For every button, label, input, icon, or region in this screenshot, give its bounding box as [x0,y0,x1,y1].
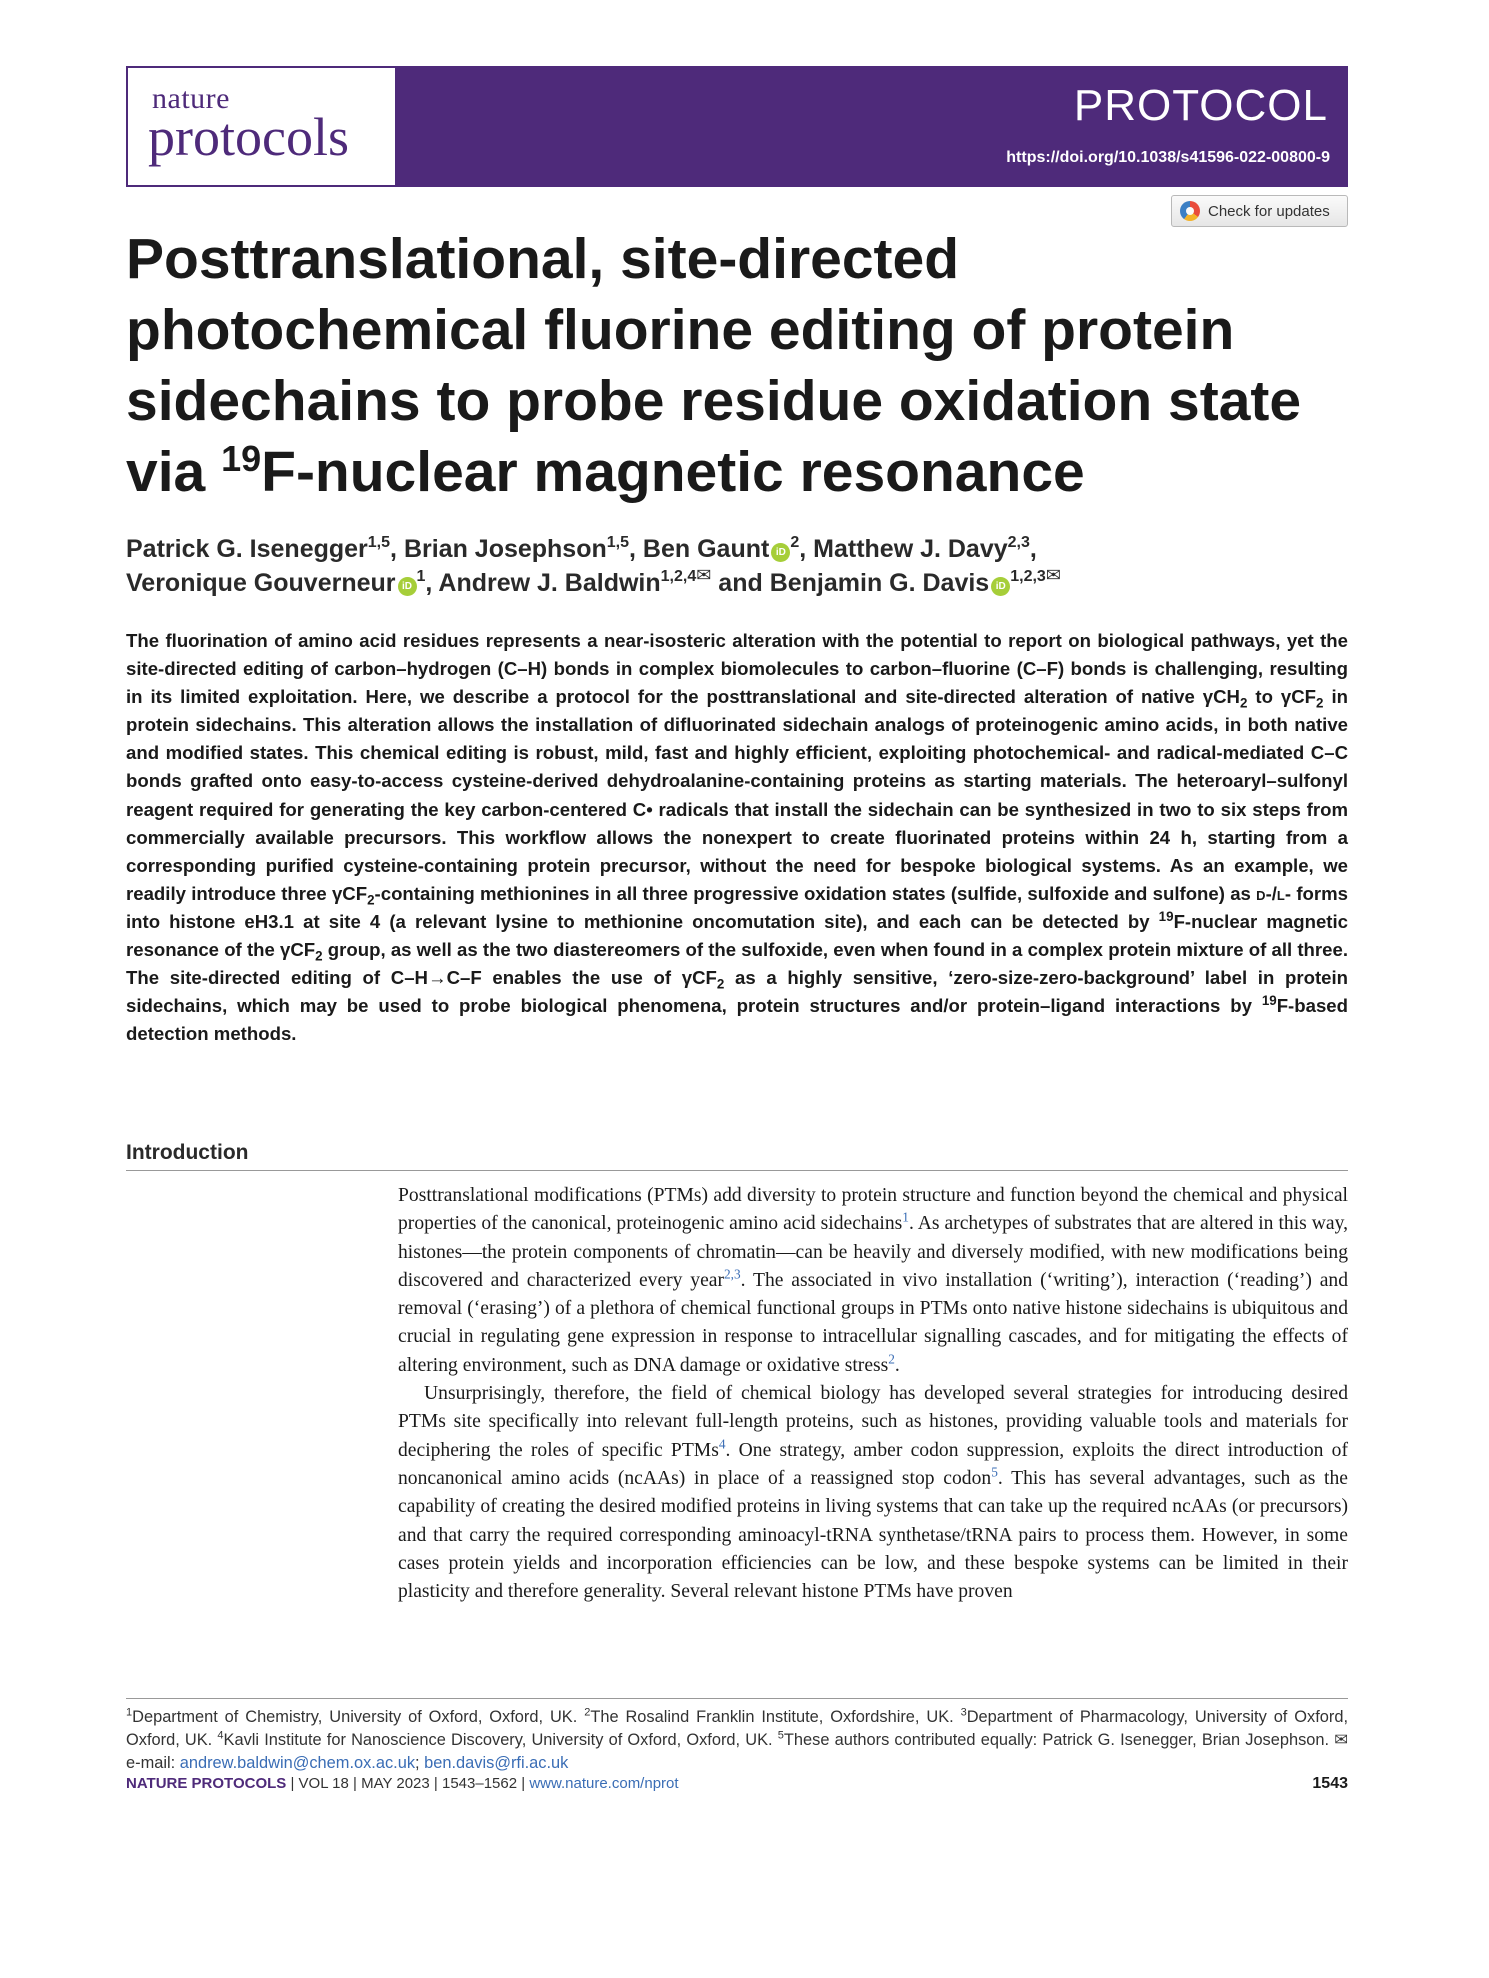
citation-link[interactable]: 4 [718,1436,726,1452]
subscript: 2 [315,948,323,964]
author-affiliation-number: 1,5 [606,534,630,551]
article-title [126,224,1356,508]
affiliation-number: 1 [126,1706,133,1719]
small-caps: l [1276,882,1285,904]
journal-logo-protocols: protocols [148,107,349,167]
affiliation-text: The Rosalind Franklin Institute, Oxfordshire, UK. [590,1708,961,1726]
subscript: 2 [1239,695,1248,711]
superscript: 19 [1261,993,1277,1009]
author-affiliation-number: 1 [416,568,426,585]
introduction-body [398,1182,1348,1606]
author-name[interactable]: Matthew J. Davy [813,535,1008,563]
page-number: 1543 [1312,1775,1348,1792]
citation-link[interactable]: 5 [991,1464,998,1480]
small-caps: d [1256,882,1266,904]
check-for-updates-button[interactable] [1171,195,1348,227]
author-name[interactable]: Benjamin G. Davis [769,569,990,597]
doi-link[interactable]: https://doi.org/10.1038/s41596-022-00800-9 [1006,149,1330,166]
affiliation-number: 2 [584,1706,591,1719]
check-for-updates-label: Check for updates [1208,202,1330,220]
affiliations: $^1$Department of Chemistry, University of Oxford, Oxford, UK. $^2$The Rosalind Franklin Institute, Oxfordshire, UK. $^3$Department of Pharmacology, University of Oxford, Oxford, UK. $^4$Kavli Institute for Nanoscience Discovery, University of Oxford, Oxford, UK. $^5$These authors contributed equally: Patrick G. Isenegger, Brian Josephson. ✉e-mail: andrew.baldwin@chem.ox.ac.uk; ben.davis@rfi.ac.uk [126,1706,1349,1773]
orcid-icon[interactable]: iD [771,543,790,562]
author-affiliation-number: 2,3 [1007,534,1030,551]
affiliation-number: 3 [960,1706,967,1719]
orcid-icon[interactable]: iD [991,577,1010,596]
article-type-label: PROTOCOL [1073,81,1328,130]
orcid-icon[interactable]: iD [398,577,417,596]
body-paragraph: Unsurprisingly, therefore, the field of chemical biology has developed several strategies for introducing desired PTMs site specifically into relevant full-length proteins, such as histones, providing valuable tools and materials for deciphering the roles of specific PTMs$^4$. One strategy, amber codon suppression, exploits the direct introduction of noncanonical amino acids (ncAAs) in place of a reassigned stop codon$^5$. This has several advantages, such as the capability of creating the desired modified proteins in living systems that can take up the required ncAAs (or precursors) and that carry the required corresponding aminoacyl-tRNA synthetase/tRNA pairs to process them. However, in some cases protein yields and incorporation efficiencies can be low, and these bespoke systems can be limited in their plasticity and therefore generality. Several relevant histone PTMs have proven [398,1383,1349,1603]
crossmark-icon [1180,201,1200,221]
superscript: 19 [1158,908,1174,924]
journal-logo-nature: nature [152,82,230,115]
subscript: 2 [367,892,375,908]
abstract: The fluorination of amino acid residues represents a near-isosteric alteration with the potential to report on biological pathways, yet the site-directed editing of carbon–hydrogen (C–H) bonds in complex biomolecules to carbon–fluorine (C–F) bonds is challenging, resulting in its limited exploitation. Here, we describe a protocol for the posttranslational and site-directed alteration of native γCH$_2$ to γCF$_2$ in protein sidechains. This alteration allows the installation of difluorinated sidechain analogs of proteinogenic amino acids, in both native and modified states. This chemical editing is robust, mild, fast and highly efficient, exploiting photochemical- and radical-mediated C–C bonds grafted onto easy-to-access cysteine-derived dehydroalanine-containing proteins as starting materials. The heteroaryl–sulfonyl reagent required for generating the key carbon-centered C• radicals that install the sidechain can be synthesized in two to six steps from commercially available precursors. This workflow allows the nonexpert to create fluorinated proteins within 24 h, starting from a corresponding purified cysteine-containing protein precursor, without the need for bespoke biological systems. As an example, we readily introduce three γCF$_2$-containing methionines in all three progressive oxidation states (sulfide, sulfoxide and sulfone) as d-/l- forms into histone eH3.1 at site 4 (a relevant lysine to methionine oncomutation site), and each can be detected by $^{19}$F-nuclear magnetic resonance of the γCF$_2$ group, as well as the two diastereomers of the sulfoxide, even when found in a complex protein mixture of all three. The site-directed editing of C–H→C–F enables the use of γCF$_2$ as a highly sensitive, ‘zero-size-zero-background’ label in protein sidechains, which may be used to probe biological phenomena, protein structures and/or protein–ligand interactions by $^{19}$F-based detection methods. [126,630,1348,1045]
subscript: 2 [716,976,725,992]
affiliation-text: These authors contributed equally: Patrick G. Isenegger, Brian Josephson. [783,1731,1335,1750]
affiliation-text: Department of Chemistry, University of Oxford, Oxford, UK. [132,1708,585,1726]
journal-logo[interactable] [126,66,397,187]
envelope-icon[interactable]: ✉ [1045,565,1061,585]
author-name[interactable]: Patrick G. Isenegger [126,535,368,563]
email-label: e-mail: [126,1754,180,1773]
author-name[interactable]: Andrew J. Baldwin [438,569,661,597]
footer-date: MAY 2023 [361,1775,430,1792]
title-part2: F-nuclear magnetic resonance [261,440,1085,504]
footer-pages: 1543–1562 [441,1775,518,1792]
citation-link[interactable]: 2 [888,1351,895,1367]
author-affiliation-number: 2 [790,534,800,551]
author-name[interactable]: Brian Josephson [403,535,607,563]
email-link[interactable]: andrew.baldwin@chem.ox.ac.uk [179,1754,416,1773]
footnote-divider [126,1698,1348,1699]
affiliation-number: 4 [217,1729,224,1742]
footer-volume: VOL 18 [298,1775,349,1792]
footer-journal: NATURE PROTOCOLS [126,1775,287,1792]
title-superscript: 19 [221,438,262,479]
envelope-icon: ✉ [1334,1731,1348,1750]
body-paragraph: Posttranslational modifications (PTMs) add diversity to protein structure and function beyond the chemical and physical properties of the canonical, proteinogenic amino acid sidechains$^1$. As archetypes of substrates that are altered in this way, histones—the protein components of chromatin—can be heavily and diversely modified, with new modifications being discovered and characterized every year$^{2,3}$. The associated in vivo installation (‘writing’), interaction (‘reading’) and removal (‘erasing’) of a plethora of chemical functional groups in PTMs onto native histone sidechains is ubiquitous and crucial in regulating gene expression in response to intracellular signalling cascades, and for mitigating the effects of altering environment, such as DNA damage or oxidative stress$^2$. [398,1185,1349,1376]
author-affiliation-number: 1,2,4 [660,568,697,585]
affiliation-number: 5 [777,1729,784,1742]
author-affiliation-number: 1,2,3 [1010,568,1046,585]
section-divider [126,1170,1348,1171]
citation-link[interactable]: 1 [902,1209,909,1225]
envelope-icon[interactable]: ✉ [696,565,712,585]
page-footer: NATURE PROTOCOLS | VOL 18 | MAY 2023 | 1543–1562 | www.nature.com/nprot [126,1775,679,1792]
footer-url-link[interactable]: www.nature.com/nprot [529,1775,679,1792]
citation-link[interactable]: 2,3 [724,1266,741,1282]
author-name[interactable]: Ben Gaunt [642,535,770,563]
affiliation-text: Kavli Institute for Nanoscience Discovery, University of Oxford, Oxford, UK. [223,1731,778,1750]
title-part1: Posttranslational, site-directed photochemical fluorine editing of protein sidechains to probe residue oxidation state via [126,227,1302,504]
author-list: Patrick G. Isenegger$^{1,5}$, Brian Josephson$^{1,5}$, Ben Gaunt $iD^2$, Matthew J. Davy$^{2,3}$, Veronique Gouverneur $iD^1$, Andrew J. Baldwin$^{1,2,4✉}$ and Benjamin G. Davis $iD^{1,2,3✉}$ [126,534,1061,597]
affiliation-text: Department of Pharmacology, University of Oxford, Oxford, UK. [126,1708,1349,1750]
subscript: 2 [1316,695,1324,711]
section-heading-introduction: Introduction [126,1141,249,1164]
email-link[interactable]: ben.davis@rfi.ac.uk [424,1754,569,1773]
author-name[interactable]: Veronique Gouverneur [126,569,396,597]
author-affiliation-number: 1,5 [367,534,391,551]
